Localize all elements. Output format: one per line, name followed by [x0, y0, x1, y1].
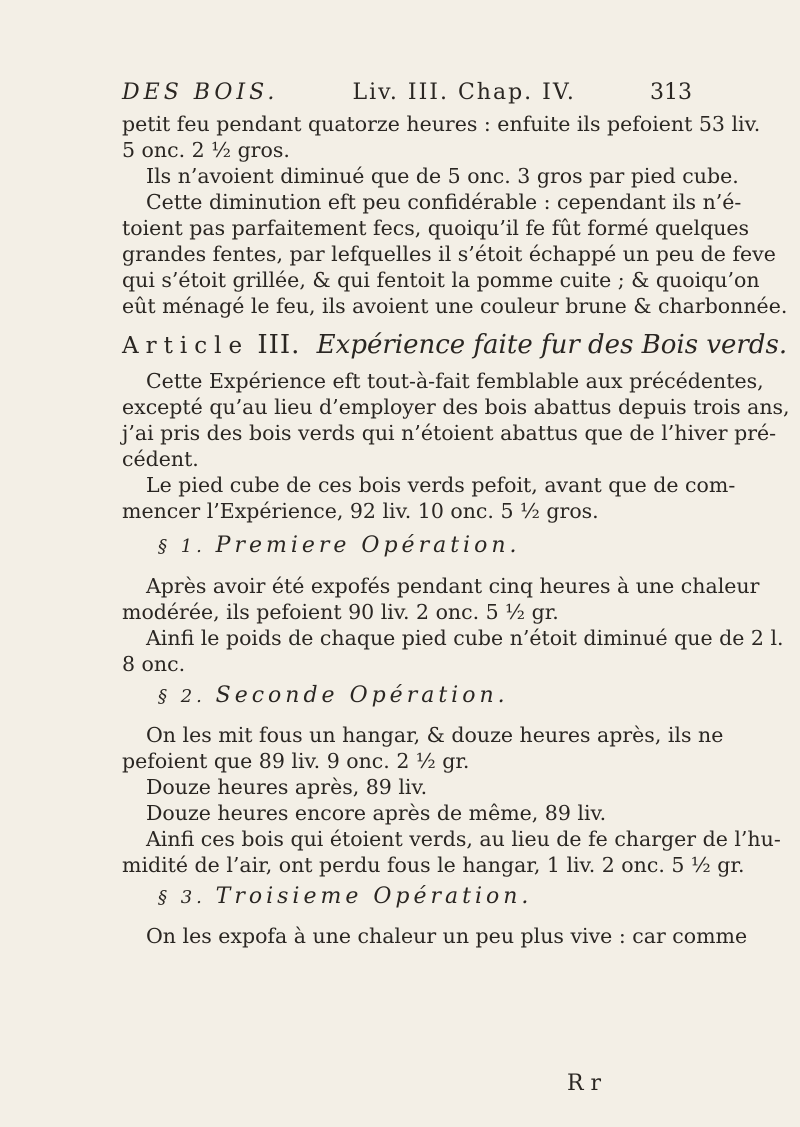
- text-line: Cette diminution eft peu confidérable : cependant ils n’é-: [146, 190, 742, 214]
- section-number: § 3.: [158, 887, 206, 908]
- text-line: modérée, ils pefoient 90 liv. 2 onc. 5 ½ gr.: [122, 600, 559, 624]
- section-title: Troisieme Opération.: [215, 884, 533, 909]
- article-heading: [122, 329, 788, 362]
- text-line: qui s’étoit grillée, & qui fentoit la pomme cuite ; & quoiqu’on: [122, 268, 760, 292]
- text-line: j’ai pris des bois verds qui n’étoient abattus que de l’hiver pré-: [122, 421, 777, 445]
- text-line: cédent.: [122, 447, 199, 471]
- text-line: Cette Expérience eft tout-à-fait femblable aux précédentes,: [146, 369, 764, 393]
- text-line: toient pas parfaitement fecs, quoiqu’il fe fût formé quelques: [122, 216, 750, 240]
- text-line: pefoient que 89 liv. 9 onc. 2 ½ gr.: [122, 749, 470, 773]
- running-title: DES BOIS.: [122, 80, 279, 105]
- section-heading-2: [158, 683, 718, 710]
- text-line: Ils n’avoient diminué que de 5 onc. 3 gros par pied cube.: [146, 164, 739, 188]
- section-title: Seconde Opération.: [215, 683, 509, 708]
- text-line: 5 onc. 2 ½ gros.: [122, 138, 290, 162]
- text-line: Le pied cube de ces bois verds pefoit, avant que de com-: [146, 473, 736, 497]
- section-number: § 1.: [158, 536, 206, 557]
- book-chapter-reference: Liv. III. Chap. IV.: [352, 80, 576, 105]
- text-line: 8 onc.: [122, 652, 186, 676]
- text-line: midité de l’air, ont perdu fous le hangar, 1 liv. 2 onc. 5 ½ gr.: [122, 853, 745, 877]
- article-label: Article: [122, 333, 250, 359]
- text-line: On les mit fous un hangar, & douze heures après, ils ne: [146, 723, 724, 747]
- text-line: mencer l’Expérience, 92 liv. 10 onc. 5 ½ gros.: [122, 499, 599, 523]
- text-line: Ainfi ces bois qui étoient verds, au lieu de fe charger de l’hu-: [146, 827, 781, 851]
- text-line: Après avoir été expofés pendant cinq heures à une chaleur: [146, 574, 760, 598]
- text-line: eût ménagé le feu, ils avoient une couleur brune & charbonnée.: [122, 294, 788, 318]
- section-heading-1: [158, 533, 718, 560]
- section-heading-3: [158, 884, 718, 911]
- text-line: excepté qu’au lieu d’employer des bois abattus depuis trois ans,: [122, 395, 790, 419]
- article-number: III.: [257, 330, 301, 360]
- running-header: [122, 78, 692, 108]
- text-line: petit feu pendant quatorze heures : enfuite ils pefoient 53 liv.: [122, 112, 761, 136]
- text-line: Douze heures après, 89 liv.: [146, 775, 428, 799]
- section-title: Premiere Opération.: [215, 533, 521, 558]
- page-number: 313: [650, 80, 692, 105]
- text-line: On les expofa à une chaleur un peu plus vive : car comme: [146, 924, 748, 948]
- text-line: Ainfi le poids de chaque pied cube n’étoit diminué que de 2 l.: [146, 626, 784, 650]
- signature-mark: R r: [567, 1071, 602, 1096]
- article-title: Expérience faite fur des Bois verds.: [316, 330, 788, 360]
- section-number: § 2.: [158, 686, 206, 707]
- text-line: grandes fentes, par lefquelles il s’étoit échappé un peu de feve: [122, 242, 776, 266]
- text-line: Douze heures encore après de même, 89 liv.: [146, 801, 607, 825]
